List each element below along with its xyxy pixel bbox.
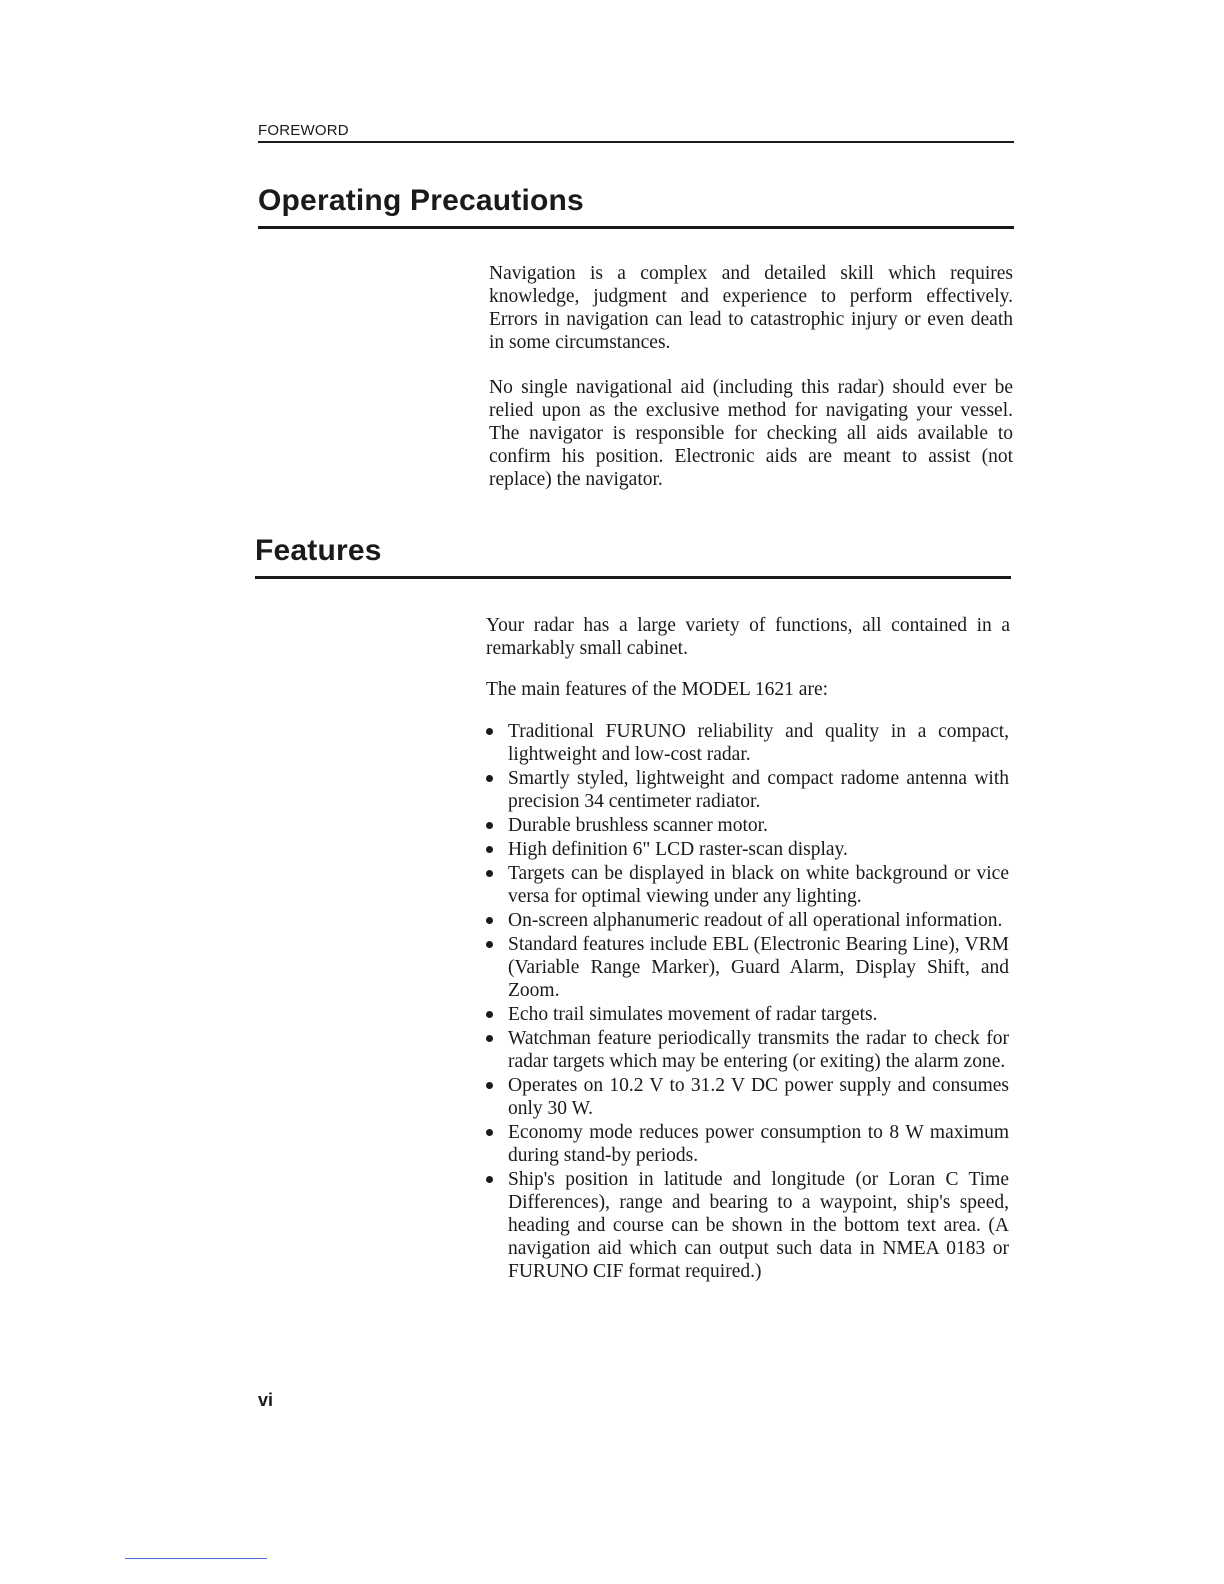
running-head: FOREWORD xyxy=(258,122,349,139)
feature-text: Echo trail simulates movement of radar targets. xyxy=(508,1004,878,1025)
features-intro: Your radar has a large variety of functions, all contained in a remarkably small cabinet. xyxy=(486,615,1010,659)
feature-text: Economy mode reduces power consumption to 8 W maximum during stand-by periods. xyxy=(508,1122,1009,1166)
feature-list-item xyxy=(484,933,1009,1002)
feature-text: Watchman feature periodically transmits the radar to check for radar targets which may be entering (or exiting) the alarm zone. xyxy=(508,1028,1009,1072)
bullet-icon xyxy=(486,917,493,924)
precautions-paragraph-2: No single navigational aid (including this radar) should ever be relied upon as the exclusive method for navigating your vessel. The navigator is responsible for checking all aids available to confirm his position. Electronic aids are meant to assist (not replace) the navigator. xyxy=(489,377,1013,490)
feature-list-item xyxy=(484,1074,1009,1120)
features-lead: The main features of the MODEL 1621 are: xyxy=(486,679,829,700)
feature-list-item xyxy=(484,1027,1009,1073)
bullet-icon xyxy=(486,1011,493,1018)
bullet-icon xyxy=(486,1082,493,1089)
bullet-icon xyxy=(486,846,493,853)
bullet-icon xyxy=(486,1035,493,1042)
feature-text: Ship's position in latitude and longitude (or Loran C Time Differences), range and bearing to a waypoint, ship's speed, heading and course can be shown in the bottom text area. (A navigation aid which can output such data in NMEA 0183 or FURUNO CIF format required.) xyxy=(508,1169,1009,1282)
section-title-operating-precautions: Operating Precautions xyxy=(258,184,584,217)
bullet-icon xyxy=(486,941,493,948)
bullet-icon xyxy=(486,775,493,782)
feature-list-item xyxy=(484,814,1009,837)
feature-text: Operates on 10.2 V to 31.2 V DC power supply and consumes only 30 W. xyxy=(508,1075,1009,1119)
bullet-icon xyxy=(486,822,493,829)
feature-list-item xyxy=(484,862,1009,908)
bullet-icon xyxy=(486,870,493,877)
feature-list-item xyxy=(484,838,1009,861)
feature-text: Standard features include EBL (Electronic Bearing Line), VRM (Variable Range Marker), Guard Alarm, Display Shift, and Zoom. xyxy=(508,934,1009,1001)
feature-list-item xyxy=(484,1003,1009,1026)
feature-list-item xyxy=(484,1121,1009,1167)
feature-list-item xyxy=(484,909,1009,932)
bullet-icon xyxy=(486,1129,493,1136)
section-rule-operating-precautions xyxy=(258,226,1014,229)
feature-list xyxy=(484,720,1009,1284)
feature-text: Smartly styled, lightweight and compact radome antenna with precision 34 centimeter radiator. xyxy=(508,768,1009,812)
feature-list-item xyxy=(484,720,1009,766)
bullet-icon xyxy=(486,728,493,735)
scan-edge-line xyxy=(125,1558,267,1559)
feature-text: Traditional FURUNO reliability and quality in a compact, lightweight and low-cost radar. xyxy=(508,721,1009,765)
bullet-icon xyxy=(486,1176,493,1183)
section-title-features: Features xyxy=(255,534,382,567)
section-rule-features xyxy=(255,576,1011,579)
feature-text: High definition 6" LCD raster-scan display. xyxy=(508,839,848,860)
feature-list-item xyxy=(484,1168,1009,1283)
feature-list-item xyxy=(484,767,1009,813)
precautions-paragraph-1: Navigation is a complex and detailed skill which requires knowledge, judgment and experience to perform effectively. Errors in navigation can lead to catastrophic injury or even death in some circumstances. xyxy=(489,263,1013,353)
feature-text: Targets can be displayed in black on white background or vice versa for optimal viewing under any lighting. xyxy=(508,863,1009,907)
feature-text: Durable brushless scanner motor. xyxy=(508,815,768,836)
page-number: vi xyxy=(258,1390,274,1410)
header-rule xyxy=(258,141,1014,143)
feature-text: On-screen alphanumeric readout of all operational information. xyxy=(508,910,1003,931)
